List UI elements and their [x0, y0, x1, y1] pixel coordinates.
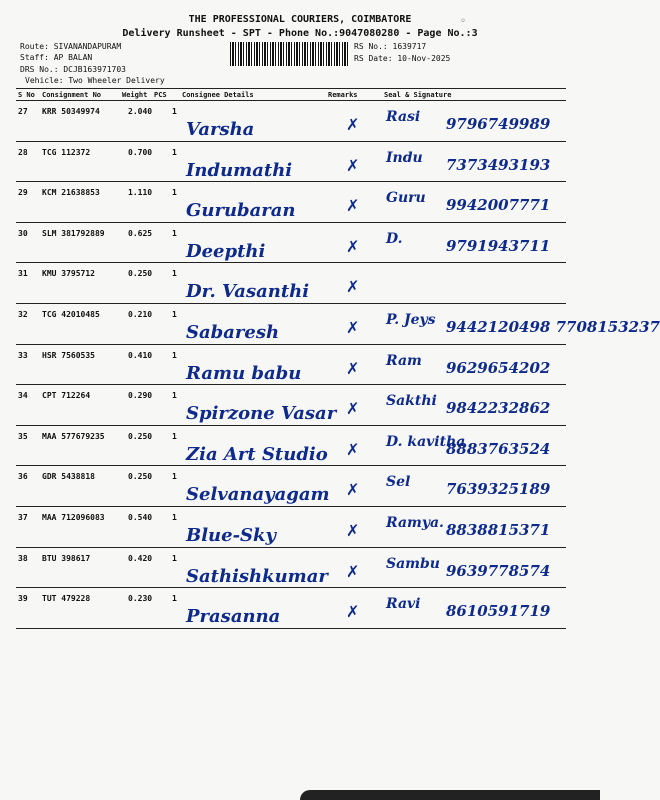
signature: P. Jeys [386, 312, 436, 328]
staff-label: Staff: AP BALAN [20, 53, 93, 62]
phone-handwriting: 9791943711 [446, 236, 551, 255]
phone-handwriting: 7373493193 [446, 155, 551, 174]
row-pcs: 1 [172, 350, 177, 360]
signature: Indu [386, 149, 423, 166]
remark-mark: ✗ [346, 602, 360, 622]
row-sno: 37 [18, 513, 28, 522]
row-pcs: 1 [172, 472, 177, 482]
remark-mark: ✗ [346, 236, 360, 256]
row-pcs: 1 [172, 107, 177, 116]
row-sno: 35 [18, 431, 28, 441]
row-divider [16, 628, 566, 629]
company-title: THE PROFESSIONAL COURIERS, COIMBATORE [188, 14, 412, 25]
row-weight: 0.290 [128, 391, 153, 401]
remark-mark: ✗ [346, 480, 360, 500]
row-sno: 38 [18, 553, 28, 563]
header-top-line [16, 88, 566, 89]
row-sno: 31 [18, 269, 28, 279]
table-row [16, 263, 566, 303]
row-pcs: 1 [172, 228, 177, 238]
table-row [16, 182, 566, 222]
row-sno: 30 [18, 228, 28, 238]
barcode [230, 42, 350, 66]
col-consignment: Consignment No [42, 91, 102, 99]
row-weight: 2.040 [128, 107, 153, 116]
consignee-handwriting: Dr. Vasanthi [186, 281, 310, 303]
phone-handwriting: 9842232862 [446, 399, 551, 418]
row-pcs: 1 [172, 553, 177, 563]
phone-handwriting: 9442120498 7708153237 [446, 318, 660, 336]
row-sno: 39 [18, 594, 28, 604]
remark-mark: ✗ [346, 439, 360, 459]
row-consignment-no: TUT 479228 [42, 594, 91, 604]
table-row [16, 345, 566, 385]
phone-handwriting: 9629654202 [446, 358, 551, 377]
remark-mark: ✗ [346, 318, 360, 337]
consignee-handwriting: Selvanayagam [186, 484, 330, 506]
col-remarks: Remarks [328, 91, 358, 99]
row-weight: 1.110 [128, 188, 153, 198]
row-weight: 0.250 [128, 472, 153, 482]
table-row [16, 304, 660, 344]
signature: Guru [386, 190, 426, 207]
phone-handwriting: 9796749989 [446, 115, 551, 133]
punch-mark: ◦ [460, 16, 467, 27]
table-row [16, 385, 566, 425]
row-sno: 33 [18, 350, 28, 360]
row-sno: 36 [18, 472, 28, 482]
consignee-handwriting: Sathishkumar [186, 565, 328, 587]
rs-date: RS Date: 10-Nov-2025 [354, 54, 451, 63]
row-pcs: 1 [172, 513, 177, 522]
row-pcs: 1 [172, 391, 177, 401]
consignee-handwriting: Indumathi [186, 159, 293, 181]
consignee-handwriting: Sabaresh [186, 322, 280, 343]
signature: Ravi [386, 596, 421, 613]
phone-handwriting: 8883763524 [446, 439, 551, 458]
vehicle-label: Vehicle: Two Wheeler Delivery [25, 76, 165, 85]
remark-mark: ✗ [346, 358, 360, 378]
table-row [16, 548, 566, 588]
row-pcs: 1 [172, 188, 177, 198]
table-row [16, 588, 566, 628]
row-weight: 0.230 [128, 594, 153, 604]
row-consignment-no: KMU 3795712 [42, 269, 95, 279]
row-consignment-no: KRR 50349974 [42, 107, 100, 116]
row-sno: 27 [18, 107, 28, 116]
scan-edge [300, 790, 600, 800]
phone-handwriting: 8838815371 [446, 521, 551, 539]
consignee-handwriting: Zia Art Studio [186, 443, 328, 465]
consignee-handwriting: Varsha [186, 119, 255, 140]
phone-handwriting: 7639325189 [446, 480, 551, 499]
phone-handwriting: 9942007771 [446, 196, 551, 215]
row-weight: 0.540 [128, 513, 153, 522]
table-row [16, 142, 566, 182]
row-sno: 29 [18, 188, 28, 198]
consignee-handwriting: Gurubaran [186, 200, 296, 222]
phone-handwriting: 8610591719 [446, 602, 551, 621]
row-weight: 0.210 [128, 310, 153, 319]
row-consignment-no: BTU 398617 [42, 553, 91, 563]
signature: D. kavitha [386, 433, 466, 450]
remark-mark: ✗ [346, 196, 360, 216]
row-sno: 34 [18, 391, 28, 401]
signature: Ram [386, 352, 422, 369]
row-consignment-no: SLM 381792889 [42, 228, 105, 238]
table-row [16, 223, 566, 263]
consignee-handwriting: Spirzone Vasar [186, 403, 337, 425]
row-weight: 0.250 [128, 269, 153, 279]
phone-handwriting: 9639778574 [446, 561, 551, 580]
row-consignment-no: KCM 21638853 [42, 188, 100, 198]
signature: Ramya. [386, 515, 444, 531]
route-label: Route: SIVANANDAPURAM [20, 42, 122, 51]
remark-mark: ✗ [346, 521, 360, 540]
col-consignee: Consignee Details [182, 91, 254, 99]
row-weight: 0.410 [128, 350, 153, 360]
row-pcs: 1 [172, 269, 177, 279]
row-sno: 28 [18, 147, 28, 157]
consignee-handwriting: Deepthi [186, 240, 266, 262]
col-seal: Seal & Signature [384, 91, 452, 99]
row-pcs: 1 [172, 147, 177, 157]
row-consignment-no: GDR 5438818 [42, 472, 95, 482]
signature: Sakthi [386, 393, 437, 410]
table-row [16, 507, 566, 547]
row-consignment-no: HSR 7560535 [42, 350, 95, 360]
consignee-handwriting: Blue-Sky [186, 525, 276, 546]
signature: Sel [386, 474, 411, 491]
row-consignment-no: MAA 577679235 [42, 431, 105, 441]
col-sno: S No [18, 91, 35, 99]
row-pcs: 1 [172, 594, 177, 604]
row-weight: 0.250 [128, 431, 153, 441]
remark-mark: ✗ [346, 155, 360, 175]
col-weight: Weight [122, 91, 148, 99]
row-consignment-no: MAA 712096083 [42, 513, 105, 522]
row-weight: 0.700 [128, 147, 153, 157]
row-consignment-no: TCG 112372 [42, 147, 91, 157]
signature: Sambu [386, 555, 440, 572]
table-row [16, 466, 566, 506]
signature: Rasi [386, 109, 421, 125]
signature: D. [386, 230, 403, 247]
remark-mark: ✗ [346, 399, 360, 419]
remark-mark: ✗ [346, 115, 360, 134]
row-weight: 0.420 [128, 553, 153, 563]
consignee-handwriting: Prasanna [186, 606, 281, 628]
row-weight: 0.625 [128, 228, 153, 238]
rs-number: RS No.: 1639717 [354, 42, 427, 51]
row-sno: 32 [18, 310, 28, 319]
row-pcs: 1 [172, 431, 177, 441]
table-row [16, 101, 566, 141]
drs-number: DRS No.: DCJB163971703 [20, 65, 126, 74]
remark-mark: ✗ [346, 561, 360, 581]
remark-mark: ✗ [346, 277, 360, 297]
row-consignment-no: TCG 42010485 [42, 310, 100, 319]
runsheet-subtitle: Delivery Runsheet - SPT - Phone No.:9047080280 - Page No.:3 [122, 28, 478, 39]
consignee-handwriting: Ramu babu [186, 362, 302, 384]
col-pcs: PCS [154, 91, 167, 99]
row-consignment-no: CPT 712264 [42, 391, 91, 401]
table-row [16, 426, 566, 466]
row-pcs: 1 [172, 310, 177, 319]
